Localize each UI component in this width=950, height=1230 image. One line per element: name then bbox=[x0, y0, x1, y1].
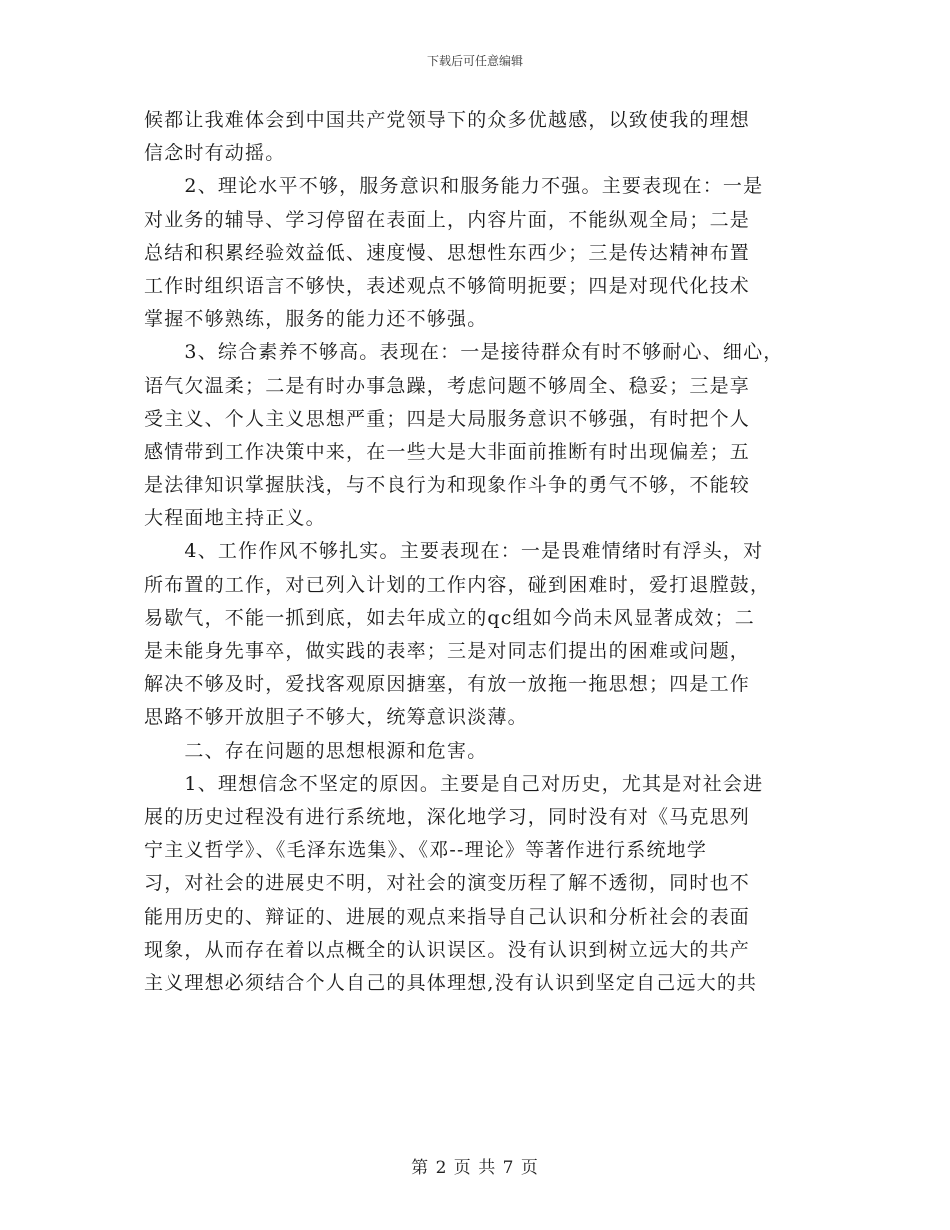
text-line: 易歇气，不能一抓到底，如去年成立的qc组如今尚未风显著成效；二 bbox=[144, 606, 756, 629]
text-line: 是未能身先事卒，做实践的表率；三是对同志们提出的困难或问题， bbox=[144, 640, 751, 662]
text-line: 习，对社会的进展史不明，对社会的演变历程了解不透彻，同时也不 bbox=[144, 872, 751, 895]
page-header-note: 下载后可任意编辑 bbox=[426, 54, 523, 68]
text-line: 1、理想信念不坚定的原因。主要是自己对历史，尤其是对社会进 bbox=[144, 772, 764, 795]
text-line: 2、理论水平不够，服务意识和服务能力不强。主要表现在：一是 bbox=[144, 175, 764, 198]
document-body bbox=[144, 104, 816, 1000]
text-line: 现象，从而存在着以点概全的认识误区。没有认识到树立远大的共产 bbox=[144, 938, 751, 961]
text-line: 3、综合素养不够高。表现在：一是接待群众有时不够耐心、细心， bbox=[144, 341, 784, 364]
text-line: 掌握不够熟练，服务的能力还不够强。 bbox=[144, 308, 488, 331]
text-line: 感情带到工作决策中来，在一些大是大非面前推断有时出现偏差；五 bbox=[144, 440, 751, 463]
text-line: 语气欠温柔；二是有时办事急躁，考虑问题不够周全、稳妥；三是享 bbox=[144, 374, 751, 397]
text-line: 大程面地主持正义。 bbox=[144, 507, 326, 530]
text-line: 解决不够及时，爱找客观原因搪塞，有放一放拖一拖思想；四是工作 bbox=[144, 673, 751, 696]
text-line: 宁主义哲学》、《毛泽东选集》、《邓--理论》等著作进行系统地学 bbox=[144, 839, 708, 862]
text-line: 候都让我难体会到中国共产党领导下的众多优越感，以致使我的理想 bbox=[144, 109, 751, 131]
text-line: 信念时有动摇。 bbox=[144, 142, 286, 165]
text-line: 能用历史的、辩证的、进展的观点来指导自己认识和分析社会的表面 bbox=[144, 905, 751, 928]
text-line: 4、工作作风不够扎实。主要表现在：一是畏难情绪时有浮头，对 bbox=[144, 540, 764, 563]
page-number-footer: 第 2 页 共 7 页 bbox=[411, 1158, 539, 1178]
text-line: 展的历史过程没有进行系统地，深化地学习，同时没有对《马克思列 bbox=[144, 805, 751, 828]
text-line: 主义理想必须结合个人自己的具体理想,没有认识到坚定自己远大的共 bbox=[144, 971, 758, 994]
text-line: 是法律知识掌握肤浅，与不良行为和现象作斗争的勇气不够，不能较 bbox=[144, 474, 751, 497]
text-line: 对业务的辅导、学习停留在表面上，内容片面，不能纵观全局；二是 bbox=[144, 208, 751, 231]
text-line: 工作时组织语言不够快，表述观点不够简明扼要；四是对现代化技术 bbox=[144, 274, 751, 297]
text-line: 受主义、个人主义思想严重；四是大局服务意识不够强，有时把个人 bbox=[144, 407, 751, 430]
text-line: 二、存在问题的思想根源和危害。 bbox=[144, 739, 488, 762]
text-line: 思路不够开放胆子不够大，统筹意识淡薄。 bbox=[144, 706, 528, 729]
text-line: 总结和积累经验效益低、速度慢、思想性东西少；三是传达精神布置 bbox=[144, 241, 751, 264]
text-line: 所布置的工作，对已列入计划的工作内容，碰到困难时，爱打退膛鼓， bbox=[144, 573, 771, 596]
